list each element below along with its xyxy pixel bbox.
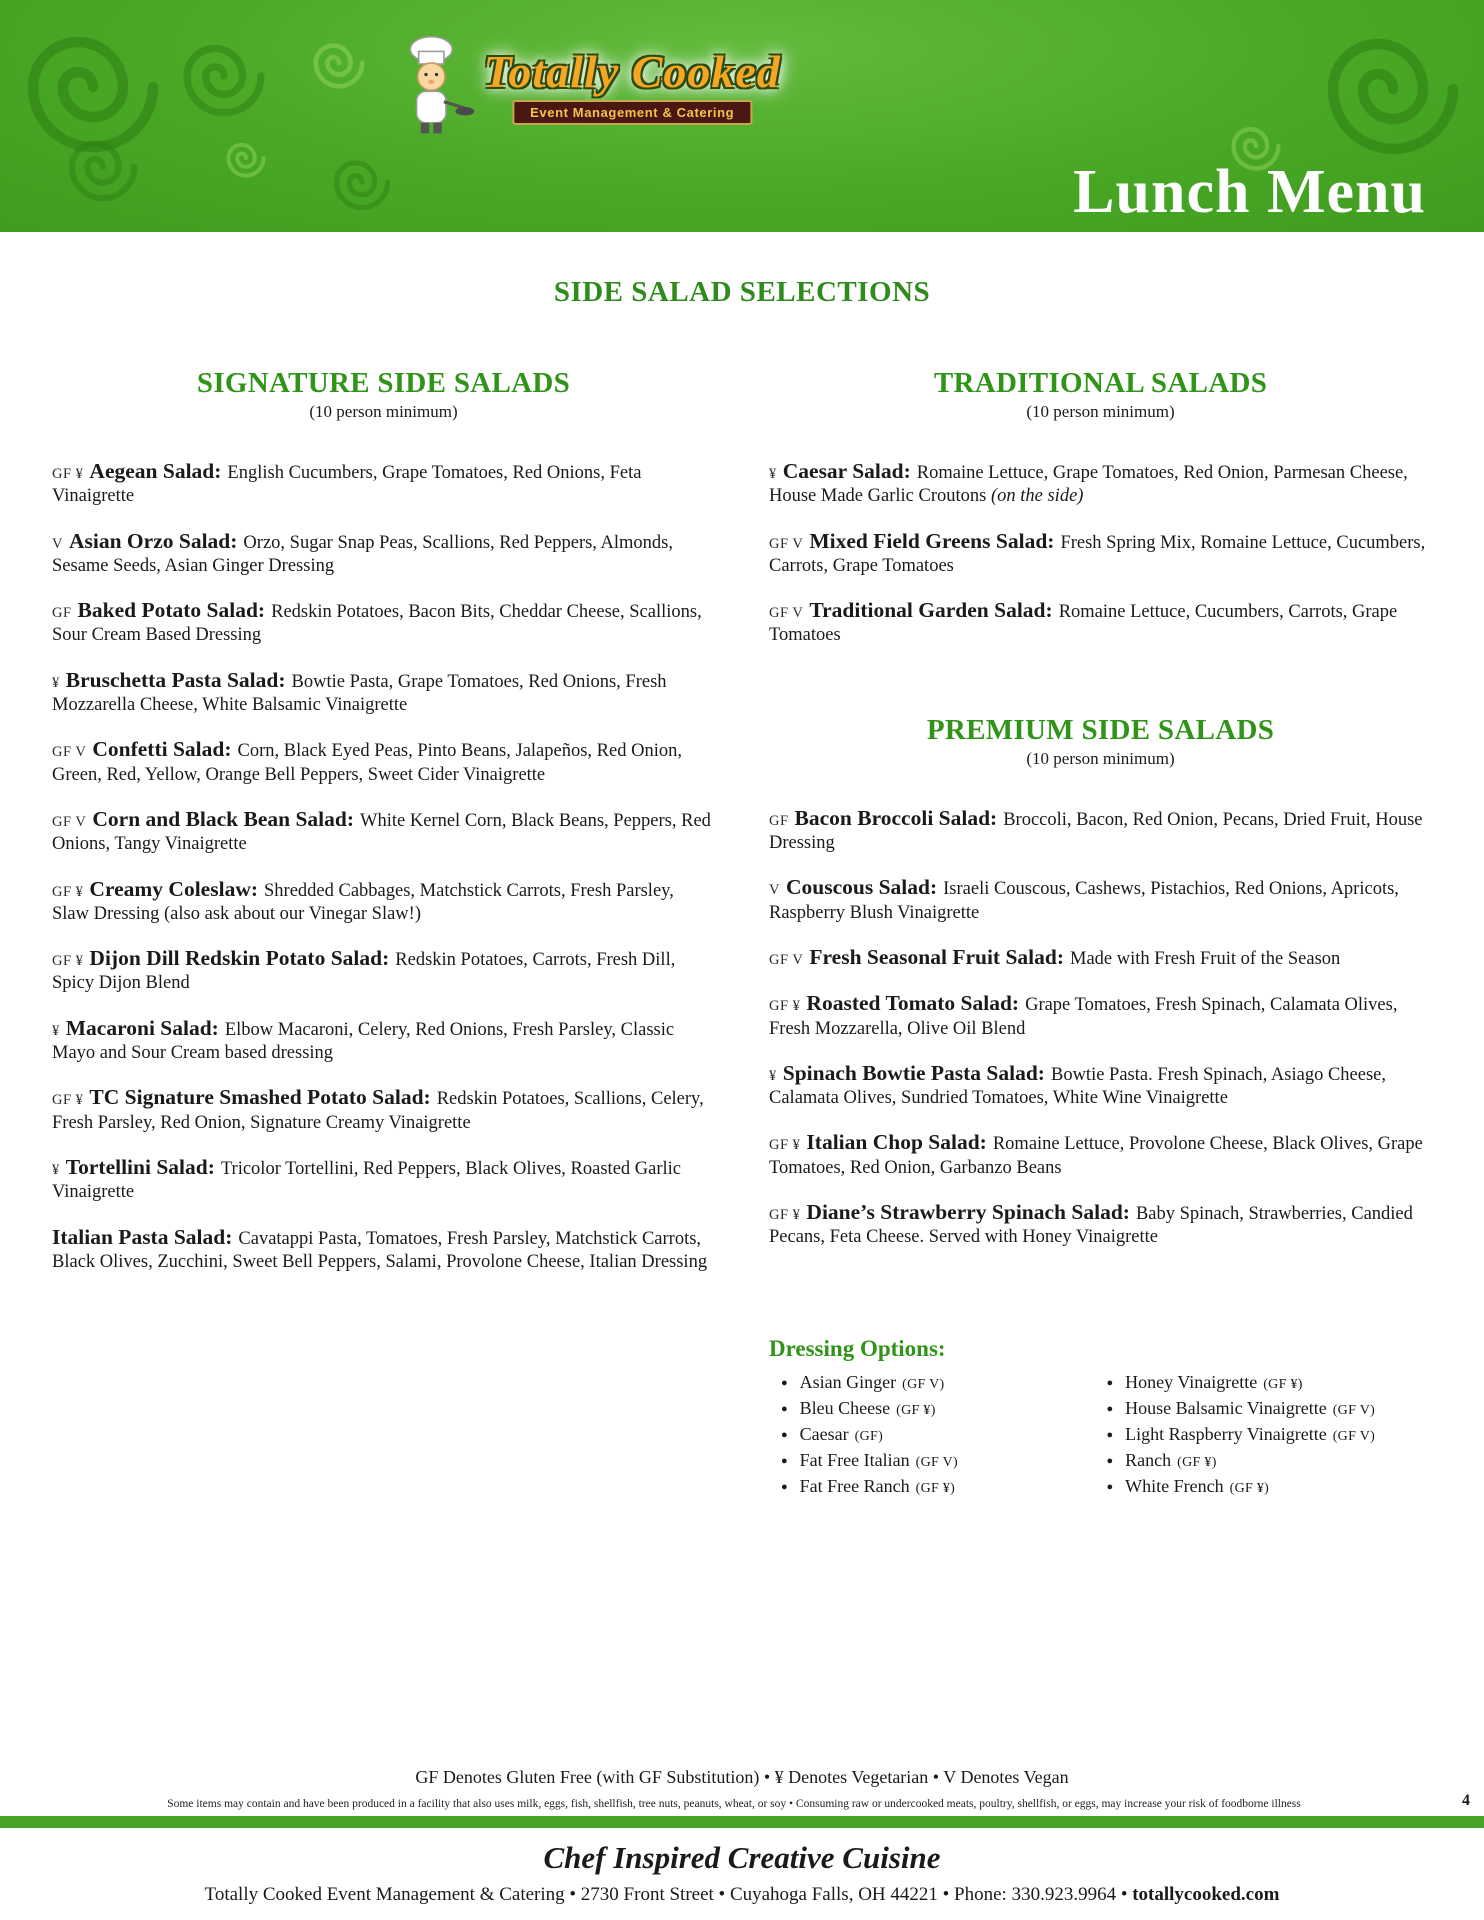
item-name: Fresh Seasonal Fruit Salad: — [809, 944, 1065, 969]
item-description: Baby Spinach, Strawberries, Candied Pecans, Feta Cheese. Served with Honey Vinaigrette — [769, 1204, 1413, 1248]
menu-columns — [52, 367, 1432, 1502]
item-name: Couscous Salad: — [785, 875, 938, 900]
brand-tagline: Event Management & Catering — [512, 100, 752, 125]
bullet-icon: ● — [781, 1454, 788, 1467]
item-description: Tricolor Tortellini, Red Peppers, Black Olives, Roasted Garlic Vinaigrette — [52, 1158, 681, 1203]
menu-item — [769, 990, 1432, 1041]
page-footer — [0, 1767, 1484, 1920]
item-name: Asian Orzo Salad: — [68, 528, 238, 553]
menu-item — [769, 944, 1432, 971]
menu-item — [52, 1154, 715, 1205]
dressing-column-2 — [1107, 1372, 1433, 1502]
dressing-item — [781, 1476, 1107, 1497]
menu-item — [52, 667, 715, 718]
menu-item — [769, 1060, 1432, 1111]
contact-text: Totally Cooked Event Management & Catering • 2730 Front Street • Cuyahoga Falls, OH 44221 • Phone: 330.923.9964 • — [204, 1884, 1133, 1905]
premium-items — [769, 805, 1432, 1250]
dressing-item — [1107, 1450, 1433, 1471]
item-description: Cavatappi Pasta, Tomatoes, Fresh Parsley, Matchstick Carrots, Black Olives, Zucchini, Sweet Bell Peppers, Salami, Provolone Cheese, Italian Dressing — [52, 1228, 708, 1272]
dressing-item — [1107, 1424, 1433, 1445]
menu-item — [769, 805, 1432, 856]
item-description: Fresh Spring Mix, Romaine Lettuce, Cucumbers, Carrots, Grape Tomatoes — [769, 532, 1426, 576]
bullet-icon: ● — [1106, 1376, 1114, 1389]
menu-item — [769, 1129, 1432, 1180]
diet-tags: GF V — [769, 951, 804, 968]
menu-item — [52, 1224, 715, 1275]
footer-divider-bar — [0, 1816, 1484, 1828]
footer-tagline: Chef Inspired Creative Cuisine — [543, 1840, 941, 1875]
diet-tags: GF — [52, 605, 72, 622]
item-description: Romaine Lettuce, Cucumbers, Carrots, Grape Tomatoes — [769, 602, 1398, 646]
item-description-italic: (on the side) — [990, 486, 1084, 507]
item-description: Romaine Lettuce, Grape Tomatoes, Red Onion, Parmesan Cheese, House Made Garlic Croutons — [769, 463, 1408, 507]
diet-tags: GF ¥ — [769, 1137, 801, 1154]
item-name: Baked Potato Salad: — [77, 598, 266, 623]
item-name: Spinach Bowtie Pasta Salad: — [782, 1060, 1045, 1085]
dressing-name: White French — [1125, 1475, 1224, 1496]
item-name: Mixed Field Greens Salad: — [809, 528, 1055, 553]
diet-tags: GF V — [52, 813, 87, 830]
item-description: Romaine Lettuce, Provolone Cheese, Black Olives, Grape Tomatoes, Red Onion, Garbanzo Beans — [769, 1134, 1423, 1178]
logo-text — [484, 45, 781, 125]
menu-item — [52, 736, 715, 787]
dressing-tags: (GF ¥) — [915, 1480, 956, 1496]
item-name: Italian Pasta Salad: — [52, 1224, 233, 1249]
header-band — [0, 0, 1484, 232]
item-description: Shredded Cabbages, Matchstick Carrots, Fresh Parsley, Slaw Dressing (also ask about our Vinegar Slaw!) — [52, 880, 674, 924]
item-name: Bruschetta Pasta Salad: — [65, 667, 286, 692]
menu-item — [52, 1084, 715, 1135]
dressing-name: Fat Free Italian — [799, 1449, 910, 1470]
item-name: Caesar Salad: — [782, 459, 911, 483]
menu-item — [769, 458, 1432, 509]
traditional-minimum: (10 person minimum) — [1026, 402, 1175, 421]
item-description: Redskin Potatoes, Scallions, Celery, Fresh Parsley, Red Onion, Signature Creamy Vinaigrette — [52, 1089, 704, 1133]
item-name: TC Signature Smashed Potato Salad: — [89, 1085, 431, 1110]
swirl-icon — [1318, 14, 1468, 164]
menu-item — [52, 945, 715, 996]
bullet-icon: ● — [1106, 1428, 1114, 1441]
diet-tags: GF ¥ — [52, 1092, 84, 1109]
bullet-icon: ● — [1106, 1402, 1114, 1415]
dressing-name: Honey Vinaigrette — [1125, 1371, 1258, 1392]
premium-minimum: (10 person minimum) — [1026, 748, 1175, 768]
signature-minimum: (10 person minimum) — [309, 402, 458, 421]
dressing-name: House Balsamic Vinaigrette — [1125, 1397, 1327, 1418]
bullet-icon: ● — [781, 1480, 788, 1493]
dressing-item — [781, 1398, 1107, 1419]
diet-tags: ¥ — [52, 674, 60, 691]
swirl-icon — [310, 34, 368, 92]
item-name: Italian Chop Salad: — [806, 1130, 987, 1155]
dressing-column-1 — [781, 1372, 1107, 1502]
diet-tags: V — [52, 535, 63, 552]
dressing-item — [781, 1450, 1107, 1471]
item-name: Dijon Dill Redskin Potato Salad: — [89, 946, 390, 971]
diet-tags: V — [769, 882, 780, 899]
item-name: Roasted Tomato Salad: — [806, 991, 1020, 1016]
diet-tags: GF ¥ — [769, 1207, 801, 1224]
disclaimer-row — [0, 1792, 1484, 1810]
dressing-item — [781, 1372, 1107, 1393]
menu-body — [0, 232, 1484, 1502]
menu-item — [52, 597, 715, 648]
menu-item — [52, 1015, 715, 1066]
item-name: Confetti Salad: — [92, 737, 232, 762]
item-name: Tortellini Salad: — [65, 1154, 215, 1179]
dressing-options-title: Dressing Options: — [769, 1335, 946, 1361]
item-description: Elbow Macaroni, Celery, Red Onions, Fresh Parsley, Classic Mayo and Sour Cream based dressing — [52, 1019, 675, 1064]
item-description: White Kernel Corn, Black Beans, Peppers, Red Onions, Tangy Vinaigrette — [52, 810, 711, 855]
dressing-tags: (GF V) — [1332, 1402, 1376, 1418]
dressing-item — [781, 1424, 1107, 1445]
item-description: Redskin Potatoes, Bacon Bits, Cheddar Cheese, Scallions, Sour Cream Based Dressing — [52, 602, 702, 646]
contact-line — [0, 1884, 1484, 1920]
menu-item — [769, 1199, 1432, 1250]
item-description: Orzo, Sugar Snap Peas, Scallions, Red Peppers, Almonds, Sesame Seeds, Asian Ginger Dressing — [52, 532, 673, 576]
diet-legend: GF Denotes Gluten Free (with GF Substitution) • ¥ Denotes Vegetarian • V Denotes Vegan — [415, 1767, 1069, 1787]
dressing-name: Ranch — [1125, 1449, 1172, 1470]
dressing-options-section — [769, 1336, 1432, 1502]
item-description: Israeli Couscous, Cashews, Pistachios, Red Onions, Apricots, Raspberry Blush Vinaigrette — [769, 879, 1399, 923]
diet-tags: ¥ — [769, 466, 777, 482]
item-description: Broccoli, Bacon, Red Onion, Pecans, Dried Fruit, House Dressing — [769, 809, 1423, 854]
diet-tags: GF V — [769, 605, 804, 622]
page-number: 4 — [1462, 1792, 1470, 1809]
traditional-items — [769, 458, 1432, 648]
dressing-tags: (GF V) — [1332, 1428, 1376, 1444]
diet-tags: GF V — [769, 535, 804, 552]
dressing-item — [1107, 1398, 1433, 1419]
diet-tags: GF ¥ — [769, 998, 801, 1015]
website-link[interactable]: totallycooked.com — [1132, 1884, 1280, 1905]
chef-icon — [392, 30, 476, 140]
diet-tags: GF — [769, 812, 789, 829]
signature-title: SIGNATURE SIDE SALADS — [196, 367, 571, 399]
swirl-icon — [178, 30, 270, 122]
menu-item — [769, 597, 1432, 648]
menu-item — [52, 528, 715, 579]
dressing-tags: (GF ¥) — [1229, 1480, 1270, 1496]
diet-tags: ¥ — [769, 1067, 777, 1084]
signature-items — [52, 458, 715, 1274]
swirl-icon — [64, 128, 142, 206]
item-description: Redskin Potatoes, Carrots, Fresh Dill, Spicy Dijon Blend — [52, 950, 676, 994]
diet-tags: GF ¥ — [52, 883, 84, 900]
bullet-icon: ● — [781, 1402, 788, 1415]
item-name: Corn and Black Bean Salad: — [92, 806, 355, 831]
item-name: Diane’s Strawberry Spinach Salad: — [806, 1200, 1130, 1225]
menu-item — [52, 876, 715, 927]
dressing-item — [1107, 1372, 1433, 1393]
dressing-name: Fat Free Ranch — [799, 1475, 910, 1496]
page-title: Lunch Menu — [1073, 158, 1426, 226]
dressing-name: Light Raspberry Vinaigrette — [1125, 1423, 1327, 1444]
dressing-tags: (GF V) — [915, 1454, 959, 1470]
signature-section — [52, 367, 715, 1502]
item-name: Aegean Salad: — [89, 459, 222, 483]
dressing-name: Bleu Cheese — [799, 1397, 891, 1418]
diet-tags: GF ¥ — [52, 953, 84, 970]
item-description: Grape Tomatoes, Fresh Spinach, Calamata Olives, Fresh Mozzarella, Olive Oil Blend — [769, 995, 1398, 1039]
dressing-name: Asian Ginger — [799, 1371, 897, 1392]
item-description: Bowtie Pasta, Grape Tomatoes, Red Onions, Fresh Mozzarella Cheese, White Balsamic Vinaigrette — [52, 671, 667, 716]
dressing-tags: (GF ¥) — [1263, 1376, 1303, 1392]
swirl-icon — [330, 150, 394, 214]
item-description: English Cucumbers, Grape Tomatoes, Red Onions, Feta Vinaigrette — [52, 463, 642, 507]
item-name: Traditional Garden Salad: — [809, 598, 1053, 623]
item-description: Corn, Black Eyed Peas, Pinto Beans, Jalapeños, Red Onion, Green, Red, Yellow, Orange Bell Peppers, Sweet Cider Vinaigrette — [52, 741, 682, 785]
dressing-name: Caesar — [799, 1423, 849, 1444]
item-name: Creamy Coleslaw: — [89, 876, 258, 901]
right-column — [769, 367, 1432, 1502]
brand-logo — [392, 30, 781, 140]
bullet-icon: ● — [781, 1376, 788, 1389]
item-name: Macaroni Salad: — [65, 1015, 219, 1040]
bullet-icon: ● — [781, 1428, 788, 1441]
menu-item — [769, 528, 1432, 579]
diet-tags: ¥ — [52, 1161, 60, 1178]
item-description: Made with Fresh Fruit of the Season — [1070, 948, 1341, 969]
dressing-tags: (GF ¥) — [896, 1402, 936, 1418]
dressing-columns — [769, 1372, 1432, 1502]
menu-item — [52, 806, 715, 857]
dressing-item — [1107, 1476, 1433, 1497]
main-title: SIDE SALAD SELECTIONS — [553, 276, 931, 308]
dressing-tags: (GF ¥) — [1177, 1454, 1217, 1470]
diet-tags: GF ¥ — [52, 466, 84, 482]
traditional-title: TRADITIONAL SALADS — [933, 367, 1268, 399]
dressing-tags: (GF V) — [902, 1376, 945, 1392]
diet-tags: ¥ — [52, 1022, 60, 1039]
bullet-icon: ● — [1106, 1454, 1114, 1467]
swirl-icon — [224, 136, 268, 180]
item-name: Bacon Broccoli Salad: — [794, 805, 998, 830]
item-description: Bowtie Pasta. Fresh Spinach, Asiago Cheese, Calamata Olives, Sundried Tomatoes, White Wine Vinaigrette — [769, 1064, 1386, 1109]
diet-tags: GF V — [52, 744, 87, 761]
menu-item — [769, 874, 1432, 925]
menu-item — [52, 458, 715, 509]
allergen-disclaimer: Some items may contain and have been produced in a facility that also uses milk, eggs, fish, shellfish, tree nuts, peanuts, wheat, or soy • Consuming raw or undercooked meats, poultry, shellfish, or eggs, may increase your risk of foodborne illness — [167, 1798, 1301, 1810]
dressing-tags: (GF) — [854, 1428, 884, 1444]
premium-title: PREMIUM SIDE SALADS — [926, 713, 1275, 746]
brand-name: Totally Cooked — [483, 46, 781, 97]
bullet-icon: ● — [1106, 1480, 1114, 1493]
